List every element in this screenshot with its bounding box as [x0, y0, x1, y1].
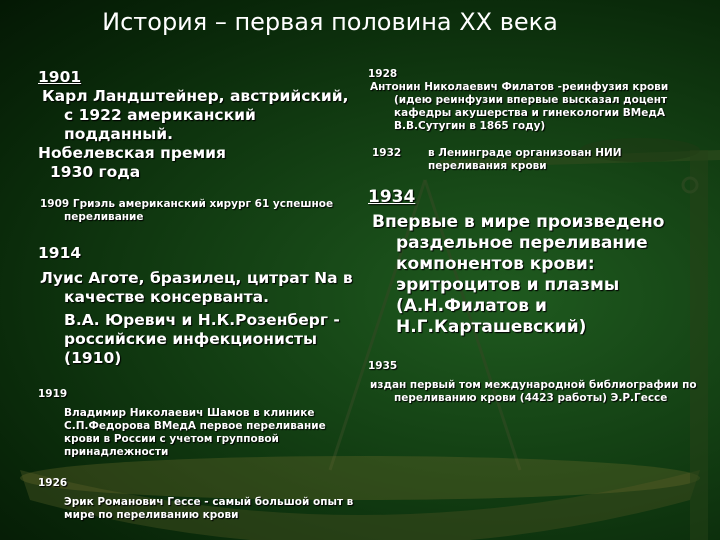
left-column — [38, 68, 358, 522]
shamov-text: Владимир Николаевич Шамов в клинике С.П.Федорова ВМедА первое переливание крови в России с учетом групповой принадлежности — [64, 407, 326, 458]
landsteiner-text: Карл Ландштейнер, австрийский, с 1922 американский подданный. — [42, 87, 349, 143]
year-1932: 1932 — [372, 147, 402, 159]
right-column — [368, 68, 708, 405]
bibliography-text: издан первый том международной библиографии по переливанию крови (4423 работы) Э.Р.Гессе — [370, 379, 697, 404]
year-1935: 1935 — [368, 360, 398, 372]
yurevich-text: В.А. Юревич и Н.К.Розенберг - российские инфекционисты (1910) — [64, 311, 340, 367]
year-1928: 1928 — [368, 68, 398, 80]
first-in-world-text: Впервые в мире произведено раздельное переливание компонентов крови: эритроцитов и плазмы (А.Н.Филатов и Н.Г.Карташевский) — [372, 212, 665, 337]
event-1932 — [368, 147, 708, 173]
year-1930: 1930 года — [50, 163, 141, 181]
year-1901: 1901 — [38, 68, 82, 86]
year-1919: 1919 — [38, 388, 68, 400]
agote-text: Луис Аготе, бразилец, цитрат Na в качестве консерванта. — [40, 269, 353, 306]
nobel-text: Нобелевская премия — [38, 144, 226, 162]
nii-text: в Ленинграде организован НИИ переливания крови — [428, 147, 622, 172]
filatov-text: Антонин Николаевич Филатов -реинфузия крови (идею реинфузии впервые высказал доцент кафедры акушерства и гинекологии ВМедА В.В.Сутугин в 1865 году) — [370, 81, 669, 132]
hesse-text: Эрик Романович Гессе - самый большой опыт в мире по переливанию крови — [64, 496, 354, 521]
year-1926: 1926 — [38, 477, 68, 489]
page-title: История – первая половина XX века — [102, 8, 558, 36]
event-1909: 1909 Гриэль американский хирург 61 успешное переливание — [40, 198, 334, 223]
year-1914: 1914 — [38, 244, 82, 262]
year-1934: 1934 — [368, 187, 416, 207]
